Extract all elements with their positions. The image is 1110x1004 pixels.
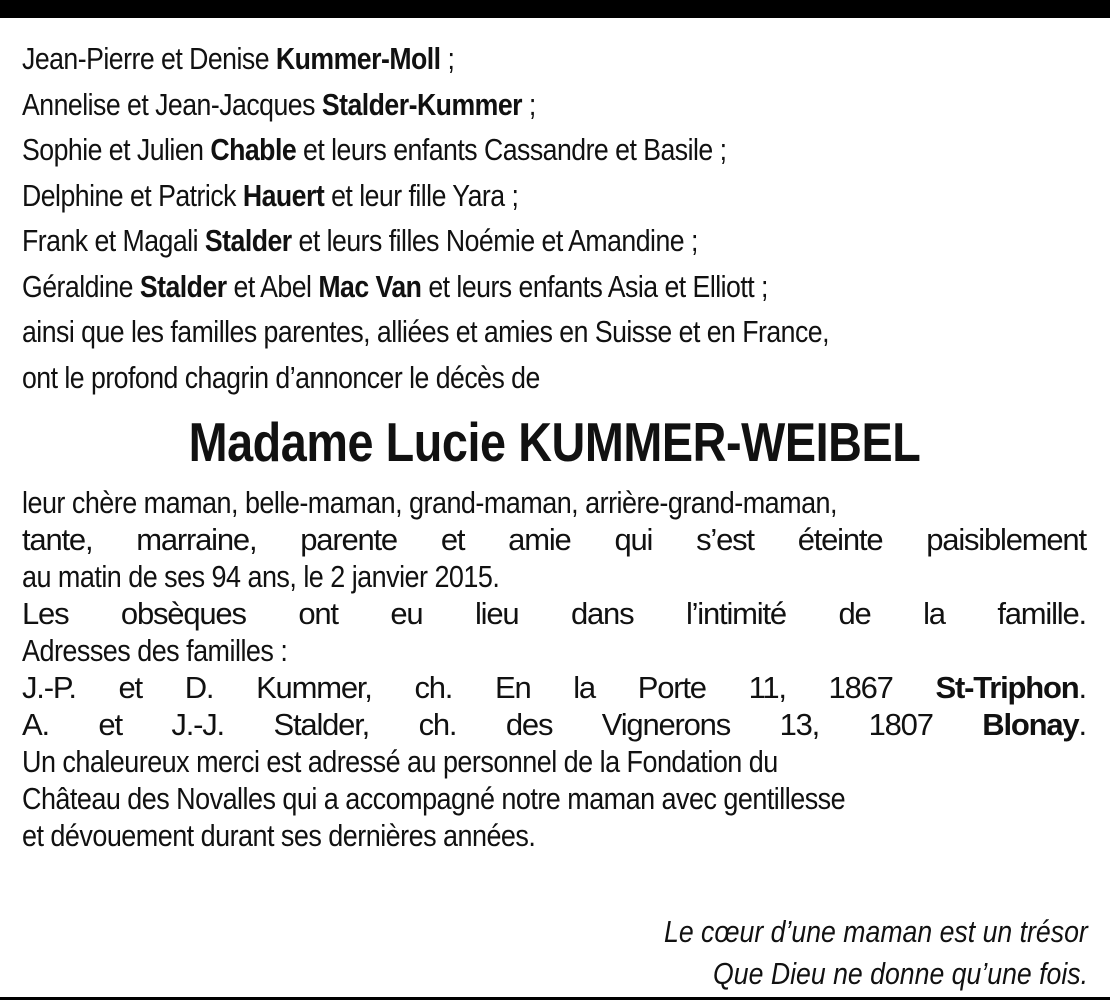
word: s’est [696,522,754,557]
word: paisiblement [926,522,1086,557]
intro-line-1: ainsi que les familles parentes, alliées et amies en Suisse et en France, [22,314,830,349]
word: 11, [748,670,786,705]
word: l’intimité [685,596,786,631]
body-line-8: Un chaleureux merci est adressé au personnel de la Fondation du [22,744,778,779]
word: ch. [414,670,453,705]
word: Les [22,596,69,631]
family-line-6: Géraldine Stalder et Abel Mac Van et leurs enfants Asia et Elliott ; [22,268,768,304]
word: famille. [997,596,1086,631]
word: Vignerons [601,707,731,742]
word: et [98,707,122,742]
word: J.-J. [171,707,224,742]
body-line-4 [22,595,1086,632]
intro-line-2: ont le profond chagrin d’annoncer le décès de [22,359,540,395]
word: J.-P. [22,670,76,705]
body-line-10: et dévouement durant ses dernières années. [22,818,536,853]
word: obsèques [120,596,246,631]
word: 1867 [828,670,893,705]
word: et [440,522,465,557]
word: Stalder, [273,707,370,742]
word: parente [300,522,397,557]
word: marraine, [136,522,257,557]
deceased-name: Madame Lucie KUMMER-WEIBEL [188,411,920,473]
address-line-2 [22,706,1086,743]
address-line-1 [22,669,1086,706]
quote-line-1: Le cœur d’une maman est un trésor [664,914,1088,949]
family-line-3: Sophie et Julien Chable et leurs enfants Cassandre et Basile ; [22,132,727,167]
family-line-5: Frank et Magali Stalder et leurs filles Noémie et Amandine ; [22,223,698,258]
bottom-border-rule [0,997,1110,1000]
deceased-name-heading [22,410,1086,474]
word: Kummer, [256,670,372,705]
word: tante, [22,522,93,557]
top-border-bar [0,0,1110,18]
word: et [118,670,142,705]
body-line-2 [22,521,1086,558]
family-line-1: Jean-Pierre et Denise Kummer-Moll ; [22,41,455,76]
word: D. [184,670,214,705]
word: A. [22,707,49,742]
word: eu [390,596,423,631]
word: Porte [637,670,706,705]
word: 13, [779,707,820,742]
word: la [573,670,595,705]
word: 1807 [868,707,933,742]
word: des [505,707,553,742]
word: ont [298,596,338,631]
body-line-3: au matin de ses 94 ans, le 2 janvier 2015. [22,559,500,594]
body-line-1: leur chère maman, belle-maman, grand-maman, arrière-grand-maman, [22,485,837,520]
word: la [923,596,945,631]
obituary-notice [22,36,1086,854]
word: amie [508,522,571,557]
word: éteinte [797,522,883,557]
word: dans [570,596,634,631]
quote-line-2: Que Dieu ne donne qu’une fois. [712,956,1088,991]
word: de [838,596,871,631]
word: lieu [474,596,519,631]
family-line-4: Delphine et Patrick Hauert et leur fille Yara ; [22,177,519,213]
family-line-2: Annelise et Jean-Jacques Stalder-Kummer ; [22,86,536,122]
word: En [494,670,531,705]
word: qui [614,522,653,557]
body-line-5: Adresses des familles : [22,633,288,668]
word: ch. [418,707,457,742]
body-line-9: Château des Novalles qui a accompagné notre maman avec gentillesse [22,781,846,816]
place-name: St-Triphon. [935,670,1086,705]
place-name: Blonay. [982,707,1086,742]
